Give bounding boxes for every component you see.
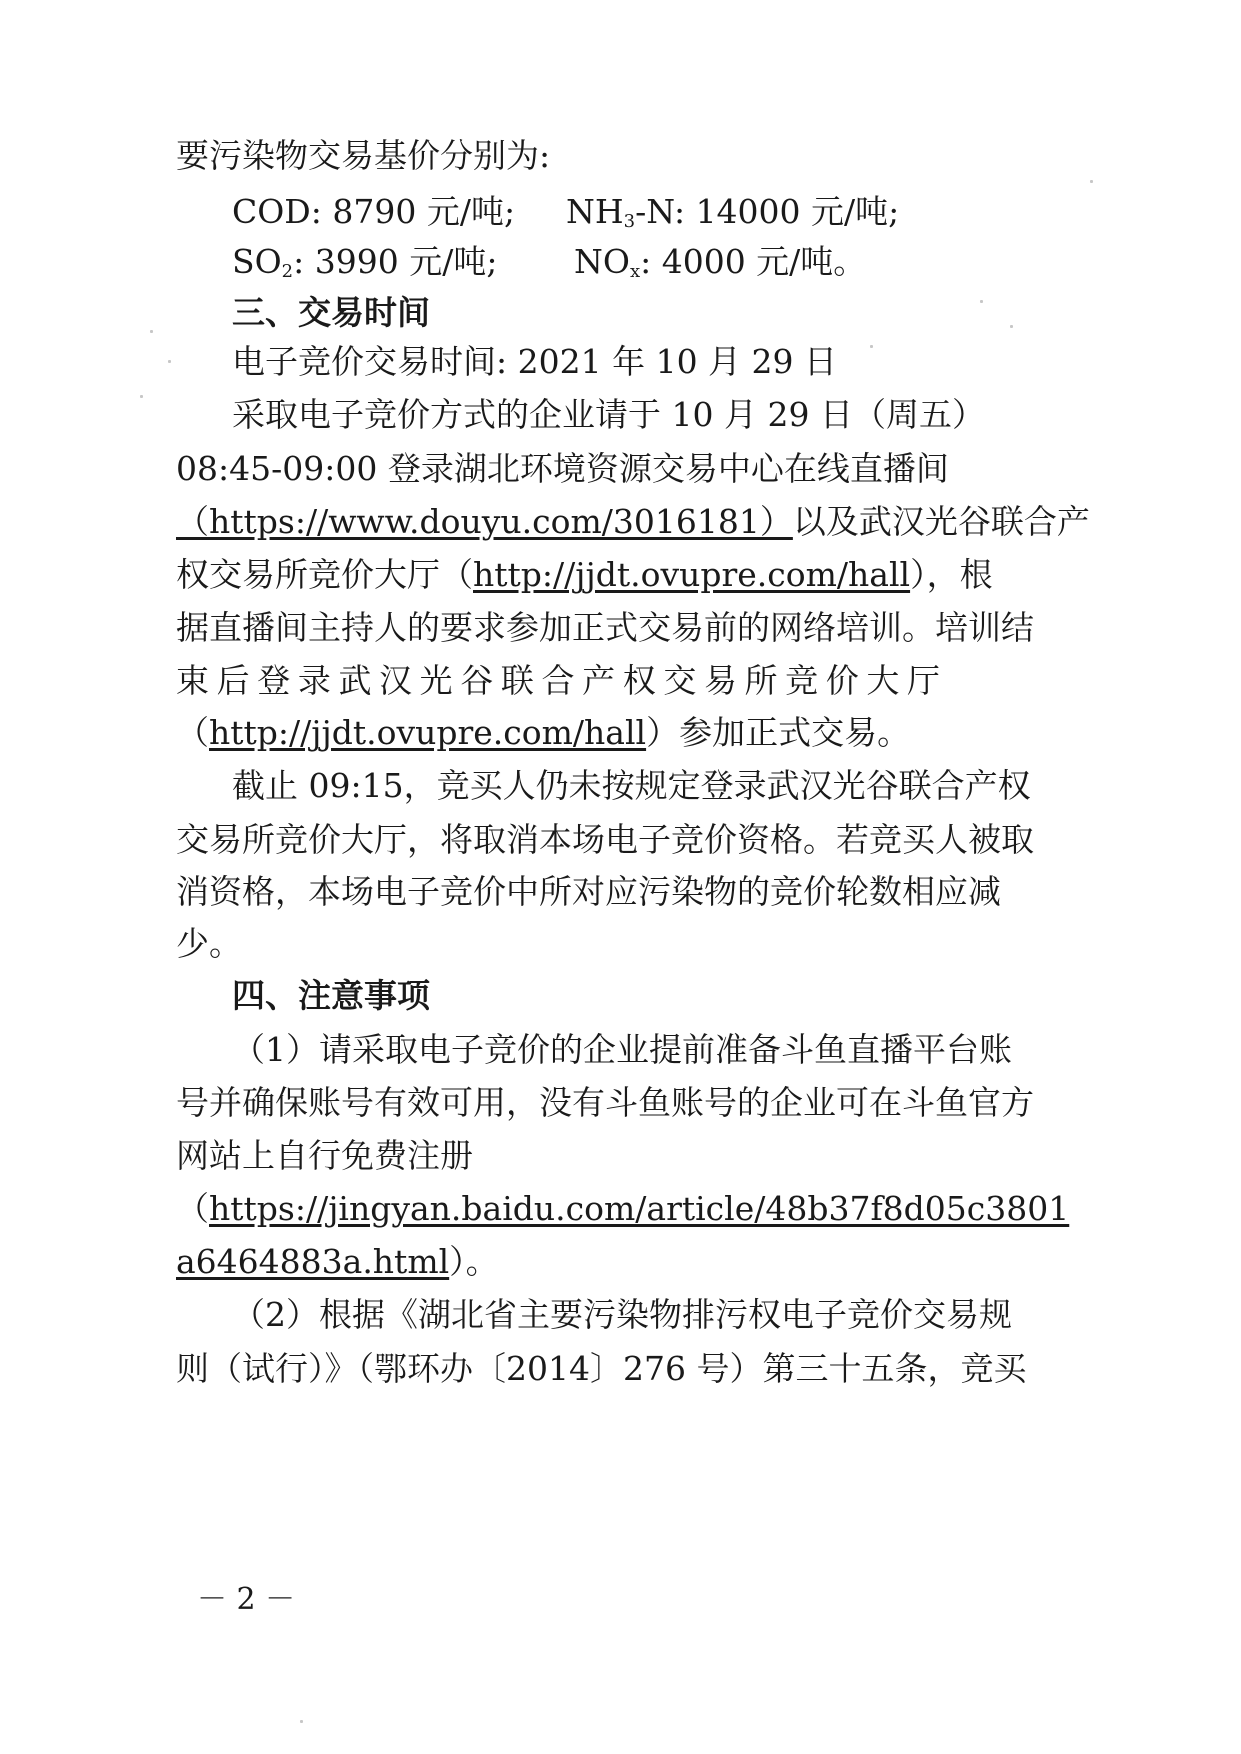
intro-line: 要污染物交易基价分别为: (176, 136, 551, 175)
item1-line-3: 网站上自行免费注册 (176, 1136, 473, 1175)
price-nox: $NO_x$: 4000 元/吨。 (574, 242, 867, 282)
p1-line-5: 据直播间主持人的要求参加正式交易前的网络培训。培训结 (176, 608, 1034, 647)
item1-line-5: a6464883a.html）。 (176, 1242, 499, 1281)
p2-line-1: 截止 09:15，竞买人仍未按规定登录武汉光谷联合产权 (232, 766, 1031, 805)
item2-line-1: （2）根据《湖北省主要污染物排污权电子竞价交易规 (232, 1295, 1012, 1334)
section4-heading: 四、注意事项 (232, 976, 430, 1015)
price-cod: COD: 8790 元/吨; (232, 192, 516, 231)
p2-line-3: 消资格，本场电子竞价中所对应污染物的竞价轮数相应减 (176, 872, 1001, 911)
hall-link-2[interactable]: http://jjdt.ovupre.com/hall (209, 713, 647, 752)
trade-date-line: 电子竞价交易时间: 2021 年 10 月 29 日 (232, 342, 838, 381)
p1-line-2: 08:45-09:00 登录湖北环境资源交易中心在线直播间 (176, 449, 949, 488)
section3-heading: 三、交易时间 (232, 293, 430, 332)
baidu-link-cont[interactable]: a6464883a.html (176, 1242, 450, 1281)
item2-line-2: 则（试行）》（鄂环办〔2014〕276 号）第三十五条，竞买 (176, 1349, 1027, 1388)
hall-link[interactable]: http://jjdt.ovupre.com/hall (473, 555, 911, 594)
p1-line-1: 采取电子竞价方式的企业请于 10 月 29 日（周五） (232, 395, 985, 434)
price-so2: $SO_2$: 3990 元/吨; (232, 242, 498, 282)
item1-line-2: 号并确保账号有效可用，没有斗鱼账号的企业可在斗鱼官方 (176, 1083, 1034, 1122)
price-nh3n: $NH_3-N$: 14000 元/吨; (566, 192, 900, 232)
p2-line-4: 少。 (176, 924, 242, 963)
p1-line-6: 束后登录武汉光谷联合产权交易所竞价大厅 (176, 661, 940, 700)
p1-line-3: （https://www.douyu.com/3016181）以及武汉光谷联合产 (176, 502, 1090, 541)
douyu-link[interactable]: （https://www.douyu.com/3016181） (176, 502, 793, 541)
p1-line-7: （http://jjdt.ovupre.com/hall）参加正式交易。 (176, 713, 911, 752)
baidu-link[interactable]: https://jingyan.baidu.com/article/48b37f8d05c3801 (209, 1189, 1070, 1228)
p2-line-2: 交易所竞价大厅，将取消本场电子竞价资格。若竞买人被取 (176, 820, 1034, 859)
page-number: － 2 － (197, 1582, 296, 1617)
item1-line-1: （1）请采取电子竞价的企业提前准备斗鱼直播平台账 (232, 1030, 1012, 1069)
p1-line-4: 权交易所竞价大厅（http://jjdt.ovupre.com/hall），根 (176, 555, 993, 594)
item1-line-4: （https://jingyan.baidu.com/article/48b37f8d05c3801 (176, 1189, 1070, 1228)
